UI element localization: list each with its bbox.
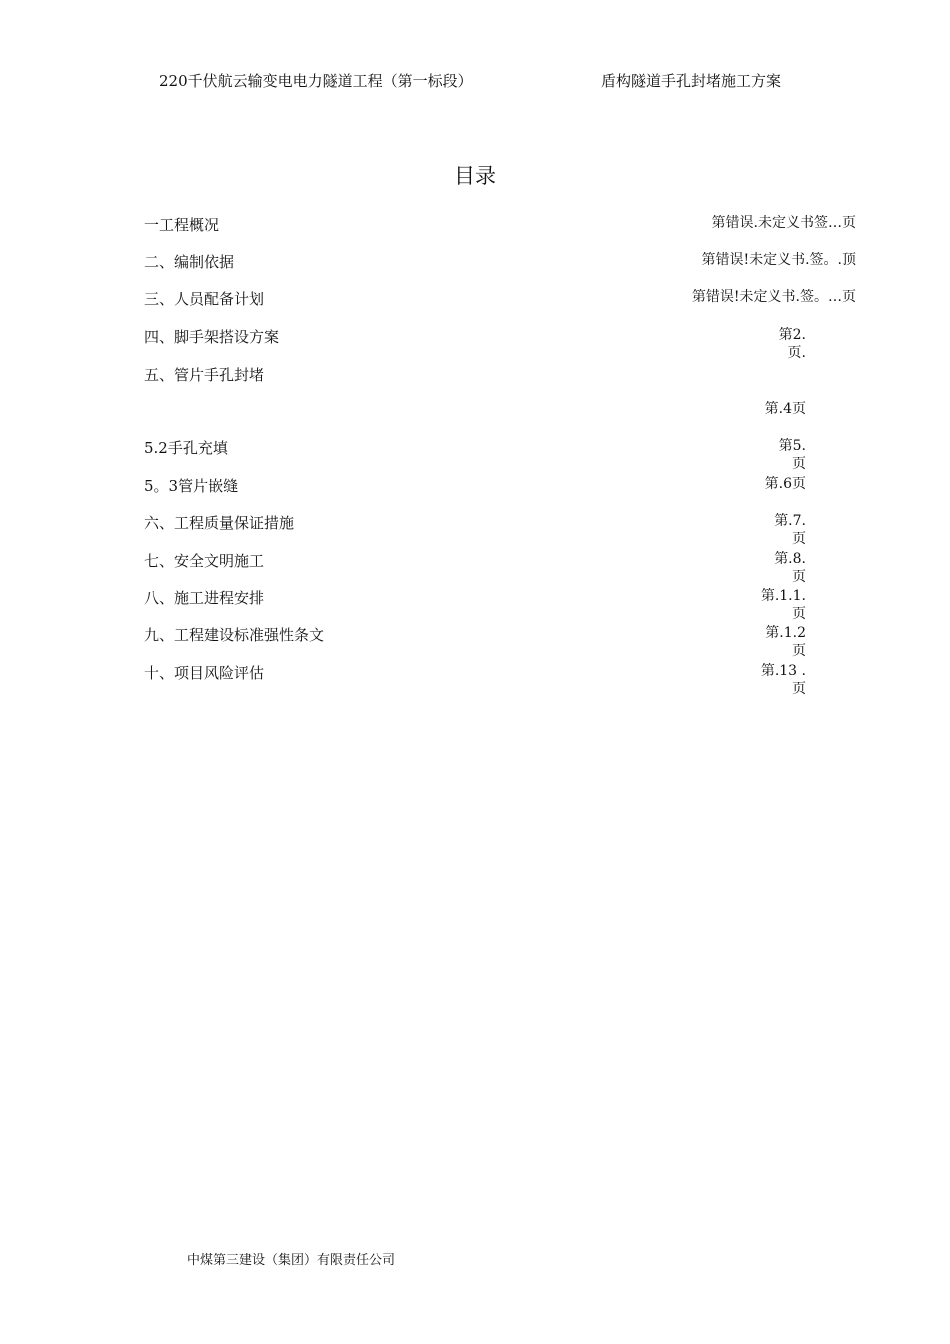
toc-entry-page: 第.6页 bbox=[764, 476, 806, 492]
toc-page-line: 页 bbox=[792, 569, 806, 585]
toc-entry-page: 第错误.未定义书签…页 bbox=[711, 215, 856, 231]
toc-entry-label: 四、脚手架搭设方案 bbox=[144, 328, 280, 346]
toc-entry-page bbox=[765, 624, 806, 660]
toc-page-line: 页 bbox=[792, 456, 806, 472]
toc-entry-page: 第错误!未定义书.签。…页 bbox=[691, 289, 856, 305]
toc-page-line: 第.7. bbox=[774, 513, 806, 529]
toc-entry-page bbox=[761, 662, 806, 698]
toc-page-line: 第.1.2 bbox=[765, 625, 806, 641]
toc-page-line: 第.13 . bbox=[760, 663, 806, 679]
toc-page-line: 第2. bbox=[778, 327, 806, 343]
toc-entry-label: 5。3管片嵌缝 bbox=[144, 477, 239, 495]
toc-page-line: 第.1.1. bbox=[760, 588, 806, 604]
footer-company-name: 中煤第三建设（集团）有限责任公司 bbox=[187, 1253, 396, 1268]
toc-entry-label: 六、工程质量保证措施 bbox=[144, 514, 295, 532]
toc-page-line: 页 bbox=[792, 606, 806, 622]
toc-entry-label: 九、工程建设标准强性条文 bbox=[144, 626, 325, 644]
header-project-name: 220千伏航云输变电电力隧道工程（第一标段） bbox=[159, 72, 473, 90]
toc-entry-page: 第.4页 bbox=[764, 401, 806, 417]
toc-page-line: 页 bbox=[792, 531, 806, 547]
toc-entry-page: 第错误!未定义书.签。.顶 bbox=[701, 252, 856, 268]
toc-entry-page bbox=[779, 326, 806, 362]
toc-page-line: 页 bbox=[792, 643, 806, 659]
toc-page-line: 第.8. bbox=[774, 551, 806, 567]
toc-entry-page bbox=[774, 512, 806, 548]
toc-entry-page bbox=[774, 550, 806, 586]
toc-entry-label: 五、管片手孔封堵 bbox=[144, 366, 265, 384]
header-document-title: 盾构隧道手孔封堵施工方案 bbox=[601, 72, 782, 90]
toc-entry-label: 二、编制依据 bbox=[144, 253, 235, 271]
toc-title: 目录 bbox=[454, 164, 496, 188]
toc-entry-label: 5.2手孔充填 bbox=[144, 439, 228, 457]
toc-page-line: 第5. bbox=[778, 438, 806, 454]
toc-entry-label: 七、安全文明施工 bbox=[144, 552, 265, 570]
toc-entry-label: 八、施工进程安排 bbox=[144, 589, 265, 607]
toc-entry-label: 三、人员配备计划 bbox=[144, 290, 265, 308]
toc-entry-label: 一工程概况 bbox=[144, 216, 220, 234]
toc-entry-page bbox=[779, 437, 806, 473]
toc-page-line: 页. bbox=[787, 345, 806, 361]
toc-entry-page bbox=[761, 587, 806, 623]
toc-entry-label: 十、项目风险评估 bbox=[144, 664, 265, 682]
toc-page-line: 页 bbox=[792, 681, 806, 697]
